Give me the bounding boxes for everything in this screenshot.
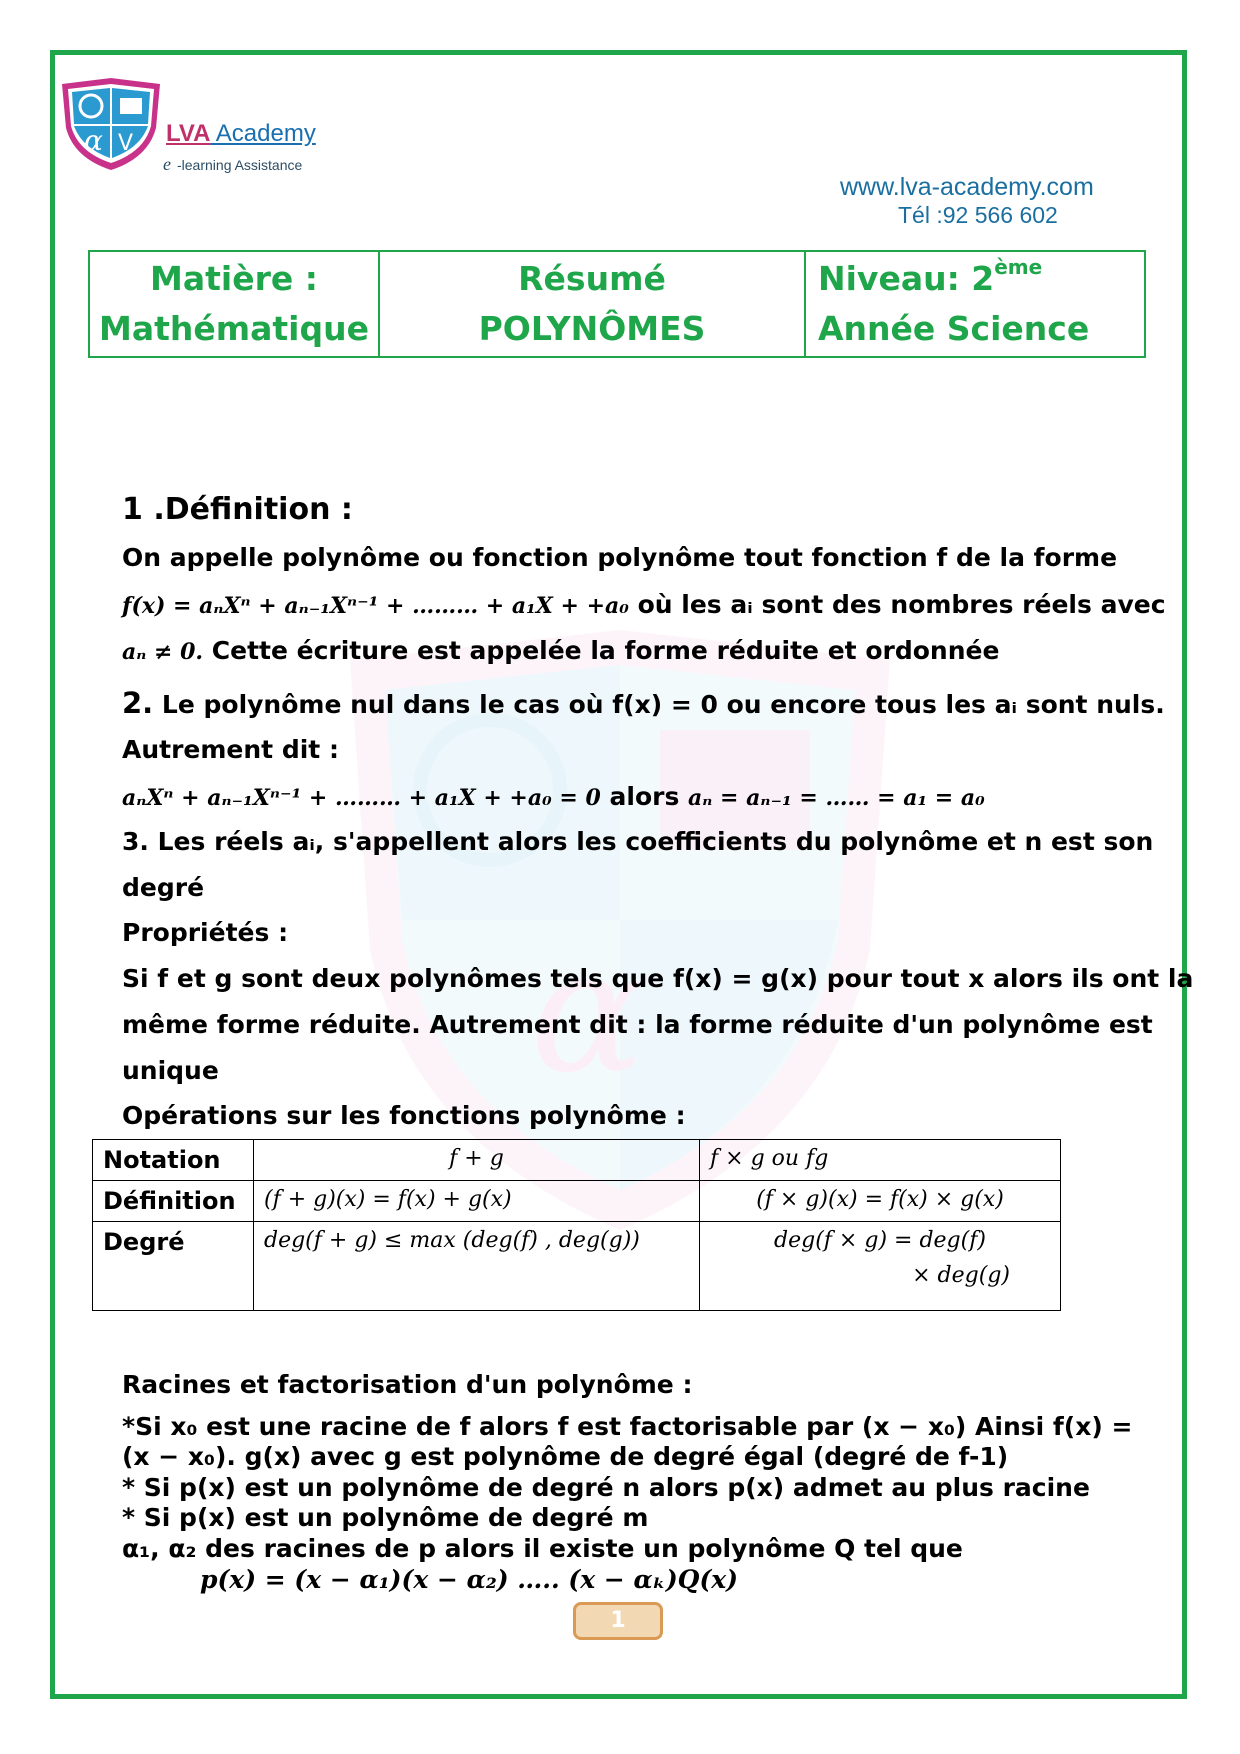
phone-number: Tél :92 566 602 bbox=[898, 202, 1058, 228]
racines-l3: * Si p(x) est un polynôme de degré n alors p(x) admet au plus racine bbox=[122, 1473, 1090, 1502]
degre-prod-l1: deg(f × g) = deg(f) bbox=[774, 1228, 986, 1253]
racines-l2: (x − x₀). g(x) avec g est polynôme de degré égal (degré de f-1) bbox=[122, 1442, 1009, 1471]
section-2-text: Le polynôme nul dans le cas où f(x) = 0 ou encore tous les aᵢ sont nuls. bbox=[153, 690, 1165, 719]
table-row bbox=[93, 1181, 1061, 1222]
svg-text:α: α bbox=[84, 124, 103, 157]
section-2-num: 2. bbox=[122, 686, 154, 720]
racines-l4: * Si p(x) est un polynôme de degré m bbox=[122, 1503, 649, 1532]
matiere-label: Matière : bbox=[150, 259, 318, 298]
racines-title: Racines et factorisation d'un polynôme : bbox=[122, 1370, 693, 1399]
definition-label: Définition bbox=[93, 1181, 254, 1222]
alors: alors bbox=[600, 782, 689, 811]
definition-p3 bbox=[122, 636, 999, 665]
notation-sum: f + g bbox=[254, 1140, 700, 1181]
degre-prod-l2: × deg(g) bbox=[912, 1263, 1010, 1288]
autrement-dit: Autrement dit : bbox=[122, 735, 339, 764]
operations-table bbox=[92, 1139, 1061, 1311]
definition-sum: (f + g)(x) = f(x) + g(x) bbox=[254, 1181, 700, 1222]
section-2 bbox=[122, 686, 1165, 720]
zero-formula-a: aₙXⁿ + aₙ₋₁Xⁿ⁻¹ + ……… + a₁X + +a₀ = 0 bbox=[122, 785, 601, 811]
header-resume bbox=[379, 251, 805, 357]
svg-text:α: α bbox=[530, 913, 645, 1111]
degre-sum: deg(f + g) ≤ max (deg(f) , deg(g)) bbox=[254, 1222, 700, 1311]
racines-l5: α₁, α₂ des racines de p alors il existe un polynôme Q tel que bbox=[122, 1534, 963, 1563]
matiere-value: Mathématique bbox=[99, 309, 369, 348]
tagline-e: e bbox=[163, 154, 171, 174]
racines-l6: p(x) = (x − α₁)(x − α₂) ….. (x − αₖ)Q(x) bbox=[200, 1565, 739, 1594]
definition-p3-text: Cette écriture est appelée la forme réduite et ordonnée bbox=[203, 636, 1000, 665]
degre-prod bbox=[700, 1222, 1061, 1311]
resume-label: Résumé bbox=[518, 259, 666, 298]
header-table bbox=[88, 250, 1146, 358]
tagline-text: -learning Assistance bbox=[177, 157, 303, 173]
proprietes-p2: même forme réduite. Autrement dit : la forme réduite d'un polynôme est bbox=[122, 1010, 1153, 1039]
brand-lva: LVA bbox=[166, 120, 211, 147]
section-3-degre: degré bbox=[122, 873, 205, 902]
definition-p1: On appelle polynôme ou fonction polynôme tout fonction f de la forme bbox=[122, 543, 1118, 572]
notation-prod: f × g ou fg bbox=[700, 1140, 1061, 1181]
notation-label: Notation bbox=[93, 1140, 254, 1181]
lva-logo bbox=[58, 78, 164, 170]
definition-prod: (f × g)(x) = f(x) × g(x) bbox=[700, 1181, 1061, 1222]
page-number: 1 bbox=[573, 1602, 663, 1640]
degre-label: Degré bbox=[93, 1222, 254, 1311]
proprietes-p1: Si f et g sont deux polynômes tels que f(x) = g(x) pour tout x alors ils ont la bbox=[122, 964, 1194, 993]
proprietes-title: Propriétés : bbox=[122, 918, 289, 947]
brand-academy: Academy bbox=[210, 120, 316, 147]
brand-tagline bbox=[163, 154, 302, 175]
proprietes-p3: unique bbox=[122, 1056, 219, 1085]
definition-formula: f(x) = aₙXⁿ + aₙ₋₁Xⁿ⁻¹ + ……… + a₁X + +a₀ bbox=[122, 593, 629, 619]
table-row bbox=[93, 1222, 1061, 1311]
zero-formula-b: aₙ = aₙ₋₁ = …… = a₁ = a₀ bbox=[688, 785, 985, 811]
niveau-label: Niveau: 2 bbox=[818, 259, 995, 298]
svg-text:V: V bbox=[118, 131, 134, 156]
niveau-sup: ème bbox=[994, 255, 1043, 279]
operations-title: Opérations sur les fonctions polynôme : bbox=[122, 1101, 686, 1130]
definition-p2 bbox=[122, 590, 1166, 619]
section-1-title: 1 .Définition : bbox=[122, 492, 353, 527]
header-matiere bbox=[89, 251, 379, 357]
header-niveau bbox=[805, 251, 1145, 357]
website-link[interactable]: www.lva-academy.com bbox=[840, 173, 1094, 201]
racines-l1: *Si x₀ est une racine de f alors f est factorisable par (x − x₀) Ainsi f(x) = bbox=[122, 1412, 1133, 1441]
zero-polynomial-line bbox=[122, 782, 985, 811]
table-row bbox=[93, 1140, 1061, 1181]
definition-p2-text: où les aᵢ sont des nombres réels avec bbox=[628, 590, 1166, 619]
niveau-value: Année Science bbox=[818, 309, 1090, 348]
section-3: 3. Les réels aᵢ, s'appellent alors les coefficients du polynôme et n est son bbox=[122, 827, 1154, 856]
resume-value: POLYNÔMES bbox=[478, 309, 706, 348]
brand-name bbox=[166, 120, 316, 148]
an-nonzero: aₙ ≠ 0. bbox=[122, 639, 204, 665]
